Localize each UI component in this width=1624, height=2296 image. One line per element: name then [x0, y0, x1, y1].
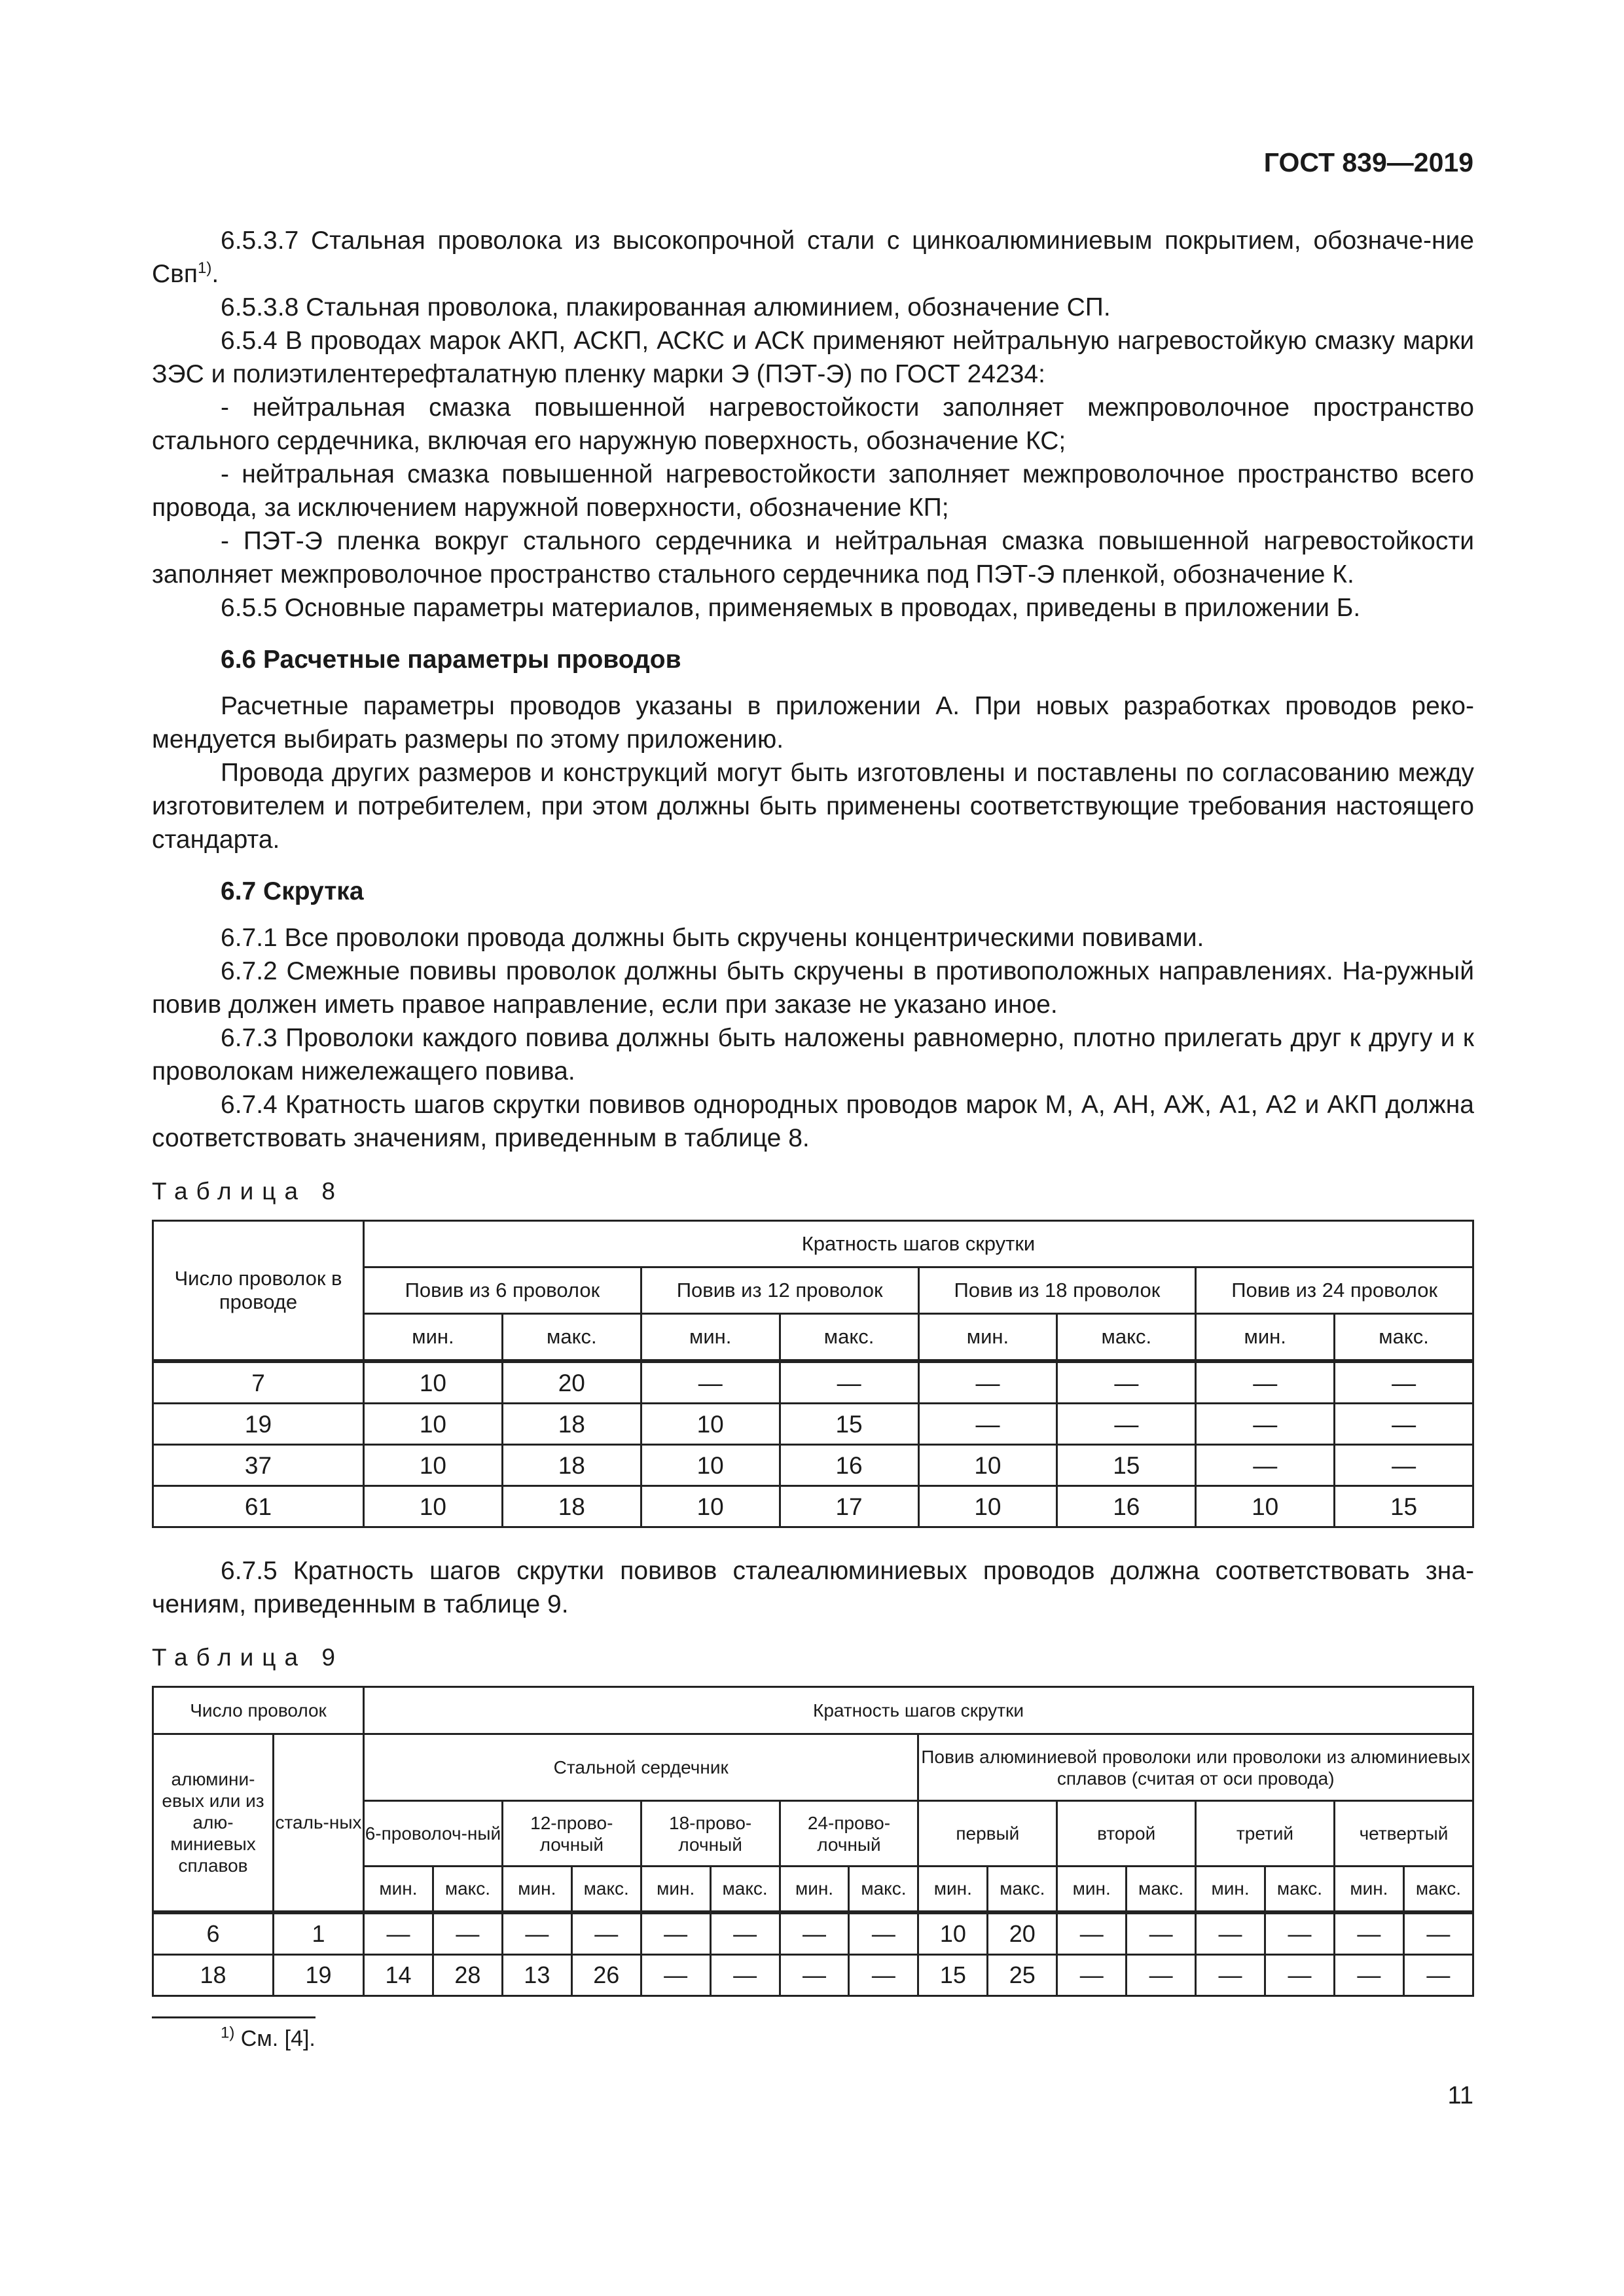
footnote-divider [152, 2016, 316, 2018]
table-cell: — [1057, 1912, 1127, 1955]
min-header: мин. [1196, 1867, 1265, 1912]
table-row [153, 1404, 1473, 1445]
max-header: макс. [1335, 1314, 1473, 1362]
max-header: макс. [571, 1867, 641, 1912]
section-heading-6-7: 6.7 Скрутка [221, 877, 364, 905]
table-cell: 18 [502, 1445, 641, 1486]
table-cell: — [918, 1404, 1057, 1445]
table-9-col-aluminium: алюмини-евых или из алю-миниевых сплавов [153, 1734, 274, 1912]
table-8-group-header: Кратность шагов скрутки [364, 1221, 1473, 1267]
section-heading-6-6: 6.6 Расчетные параметры проводов [221, 646, 681, 674]
table-row [153, 1445, 1473, 1486]
table-cell: 1 [274, 1912, 364, 1955]
table-cell: 14 [364, 1954, 433, 1995]
table-cell: — [1196, 1912, 1265, 1955]
table-8-subheader: Повив из 18 проволок [918, 1267, 1196, 1314]
min-header: мин. [364, 1314, 503, 1362]
para-6-7-2: 6.7.2 Смежные повивы проволок должны быть скручены в противоположных направлениях. На-ружный повив должен иметь правое направление, если при заказе не указано иное. [152, 957, 1474, 1019]
para-6-7-5: 6.7.5 Кратность шагов скрутки повивов сталеалюминиевых проводов должна соответствовать зна-чениям, приведенным в таблице 9. [152, 1557, 1474, 1618]
table-cell: — [710, 1912, 780, 1955]
table-8-body [153, 1361, 1473, 1527]
table-9-subheader: 18-прово-лочный [641, 1801, 780, 1867]
table-cell: — [1196, 1445, 1335, 1486]
table-cell: 61 [153, 1486, 364, 1527]
paragraph: Расчетные параметры проводов указаны в приложении А. При новых разработках проводов реко-мендуется выбирать размеры по этому приложению. [152, 692, 1474, 754]
min-header: мин. [1057, 1867, 1127, 1912]
table-cell: 28 [433, 1954, 502, 1995]
table-cell: 15 [918, 1954, 988, 1995]
table-8-subheader: Повив из 6 проволок [364, 1267, 641, 1314]
table-cell: 10 [364, 1404, 503, 1445]
table-cell: — [433, 1912, 502, 1955]
table-cell: — [1335, 1361, 1473, 1404]
min-header: мин. [1196, 1314, 1335, 1362]
page-content [152, 224, 1474, 2056]
table-9-subheader: 6-проволоч-ный [364, 1801, 503, 1867]
table-9-subheader: второй [1057, 1801, 1196, 1867]
table-cell: — [1265, 1954, 1335, 1995]
paragraph: Провода других размеров и конструкций могут быть изготовлены и поставлены по согласованию между изготовителем и потребителем, при этом должны быть применены соответствующие требования настоящего стандарта. [152, 759, 1474, 854]
min-header: мин. [364, 1867, 433, 1912]
max-header: макс. [502, 1314, 641, 1362]
table-cell: 19 [274, 1954, 364, 1995]
para-6-7-4: 6.7.4 Кратность шагов скрутки повивов однородных проводов марок М, А, АН, АЖ, А1, А2 и АКП должна соответствовать значениям, приведенным в таблице 8. [152, 1091, 1474, 1152]
table-cell: 15 [1335, 1486, 1473, 1527]
table-8-col-wires: Число проволок в проводе [153, 1221, 364, 1362]
table-cell: — [641, 1954, 710, 1995]
table-9-subheader: третий [1196, 1801, 1335, 1867]
max-header: макс. [710, 1867, 780, 1912]
table-9-subheader: четвертый [1334, 1801, 1473, 1867]
table-cell: — [780, 1954, 849, 1995]
table-cell: — [364, 1912, 433, 1955]
table-cell: 10 [918, 1486, 1057, 1527]
min-header: мин. [641, 1314, 780, 1362]
table-cell: — [1057, 1361, 1196, 1404]
table-cell: — [1403, 1954, 1473, 1995]
max-header: макс. [780, 1314, 918, 1362]
table-cell: 18 [502, 1404, 641, 1445]
page-number: 11 [1447, 2082, 1473, 2109]
max-header: макс. [433, 1867, 502, 1912]
table-cell: — [780, 1912, 849, 1955]
table-cell: — [710, 1954, 780, 1995]
table-cell: — [1057, 1404, 1196, 1445]
table-cell: 18 [153, 1954, 274, 1995]
table-cell: 7 [153, 1361, 364, 1404]
max-header: макс. [1127, 1867, 1196, 1912]
table-cell: — [1196, 1404, 1335, 1445]
table-cell: 17 [780, 1486, 918, 1527]
max-header: макс. [849, 1867, 918, 1912]
table-9-al-layers-header: Повив алюминиевой проволоки или проволоки из алюминиевых сплавов (считая от оси провода) [918, 1734, 1473, 1801]
table-cell: — [1335, 1404, 1473, 1445]
table-cell: 18 [502, 1486, 641, 1527]
table-cell: — [780, 1361, 918, 1404]
table-cell: 10 [364, 1361, 503, 1404]
table-cell: 20 [988, 1912, 1057, 1955]
table-cell: — [1127, 1954, 1196, 1995]
min-header: мин. [641, 1867, 710, 1912]
table-cell: — [1265, 1912, 1335, 1955]
table-cell: 10 [364, 1486, 503, 1527]
table-cell: — [641, 1912, 710, 1955]
table-9 [152, 1686, 1474, 1997]
list-item: - нейтральная смазка повышенной нагревостойкости заполняет межпроволочное пространство стального сердечника, включая его наружную поверхность, обозначение КС; [152, 393, 1474, 455]
para-6-5-5: 6.5.5 Основные параметры материалов, применяемых в проводах, приведены в приложении Б. [221, 594, 1361, 622]
table-8-subheader: Повив из 24 проволок [1196, 1267, 1473, 1314]
table-8 [152, 1220, 1474, 1528]
table-cell: 15 [780, 1404, 918, 1445]
table-cell: 13 [502, 1954, 571, 1995]
table-row [153, 1912, 1473, 1955]
table-9-subheader: 24-прово-лочный [780, 1801, 918, 1867]
min-header: мин. [918, 1314, 1057, 1362]
table-cell: — [1057, 1954, 1127, 1995]
table-9-steel-core-header: Стальной сердечник [364, 1734, 918, 1801]
table-8-subheader: Повив из 12 проволок [641, 1267, 918, 1314]
table-cell: 19 [153, 1404, 364, 1445]
table-cell: 16 [780, 1445, 918, 1486]
min-header: мин. [918, 1867, 988, 1912]
table-row [153, 1486, 1473, 1527]
table-cell: 10 [918, 1445, 1057, 1486]
table-cell: — [1196, 1954, 1265, 1995]
table-cell: 6 [153, 1912, 274, 1955]
table-cell: — [918, 1361, 1057, 1404]
para-6-5-3-7: 6.5.3.7 Стальная проволока из высокопрочной стали с цинкоалюминиевым покрытием, обозначе-ние Свп$^{1)}$. [152, 227, 1474, 288]
table-cell: — [849, 1954, 918, 1995]
table-cell: 10 [918, 1912, 988, 1955]
table-9-subheader: первый [918, 1801, 1057, 1867]
table-cell: — [1335, 1445, 1473, 1486]
table-9-caption: Таблица 9 [152, 1644, 344, 1671]
document-header: ГОСТ 839—2019 [1263, 147, 1473, 177]
para-6-5-3-8: 6.5.3.8 Стальная проволока, плакированная алюминием, обозначение СП. [221, 293, 1111, 321]
max-header: макс. [1403, 1867, 1473, 1912]
table-cell: — [571, 1912, 641, 1955]
table-cell: — [1334, 1954, 1403, 1995]
table-8-caption: Таблица 8 [152, 1178, 344, 1205]
para-6-7-1: 6.7.1 Все проволоки провода должны быть скручены концентрическими повивами. [221, 924, 1204, 952]
para-6-7-3: 6.7.3 Проволоки каждого повива должны быть наложены равномерно, плотно прилегать друг к другу и к проволокам нижележащего повива. [152, 1024, 1474, 1085]
table-cell: 20 [502, 1361, 641, 1404]
table-cell: 10 [641, 1404, 780, 1445]
max-header: макс. [1265, 1867, 1335, 1912]
table-row [153, 1954, 1473, 1995]
table-cell: 10 [364, 1445, 503, 1486]
table-9-wires-header: Число проволок [153, 1687, 364, 1734]
table-cell: — [1196, 1361, 1335, 1404]
list-item: - нейтральная смазка повышенной нагревостойкости заполняет межпроволочное пространство всего провода, за исключением наружной поверхности, обозначение КП; [152, 460, 1474, 522]
footnote-reference[interactable]: 1) [198, 259, 212, 277]
table-cell: — [1334, 1912, 1403, 1955]
table-cell: 25 [988, 1954, 1057, 1995]
table-cell: — [1403, 1912, 1473, 1955]
table-cell: — [502, 1912, 571, 1955]
list-item: - ПЭТ-Э пленка вокруг стального сердечника и нейтральная смазка повышенной нагревостойкости заполняет межпроволочное пространство стального сердечника под ПЭТ-Э пленкой, обозначение К. [152, 527, 1474, 589]
table-cell: 10 [641, 1486, 780, 1527]
table-cell: 26 [571, 1954, 641, 1995]
max-header: макс. [988, 1867, 1057, 1912]
max-header: макс. [1057, 1314, 1196, 1362]
table-cell: 15 [1057, 1445, 1196, 1486]
min-header: мин. [780, 1867, 849, 1912]
table-cell: 16 [1057, 1486, 1196, 1527]
table-cell: — [849, 1912, 918, 1955]
min-header: мин. [502, 1867, 571, 1912]
footnote: $^{1)}$ См. [4]. [221, 2024, 316, 2051]
table-9-subheader: 12-прово-лочный [502, 1801, 641, 1867]
table-cell: 10 [1196, 1486, 1335, 1527]
table-9-body [153, 1912, 1473, 1996]
table-cell: 37 [153, 1445, 364, 1486]
table-9-group-header: Кратность шагов скрутки [364, 1687, 1473, 1734]
table-row [153, 1361, 1473, 1404]
table-cell: — [1127, 1912, 1196, 1955]
table-cell: — [641, 1361, 780, 1404]
table-9-col-steel: сталь-ных [274, 1734, 364, 1912]
min-header: мин. [1334, 1867, 1403, 1912]
para-6-5-4: 6.5.4 В проводах марок АКП, АСКП, АСКС и АСК применяют нейтральную нагревостойкую смазку марки ЗЭС и полиэтилентерефталатную пленку марки Э (ПЭТ-Э) по ГОСТ 24234: [152, 327, 1474, 388]
table-cell: 10 [641, 1445, 780, 1486]
